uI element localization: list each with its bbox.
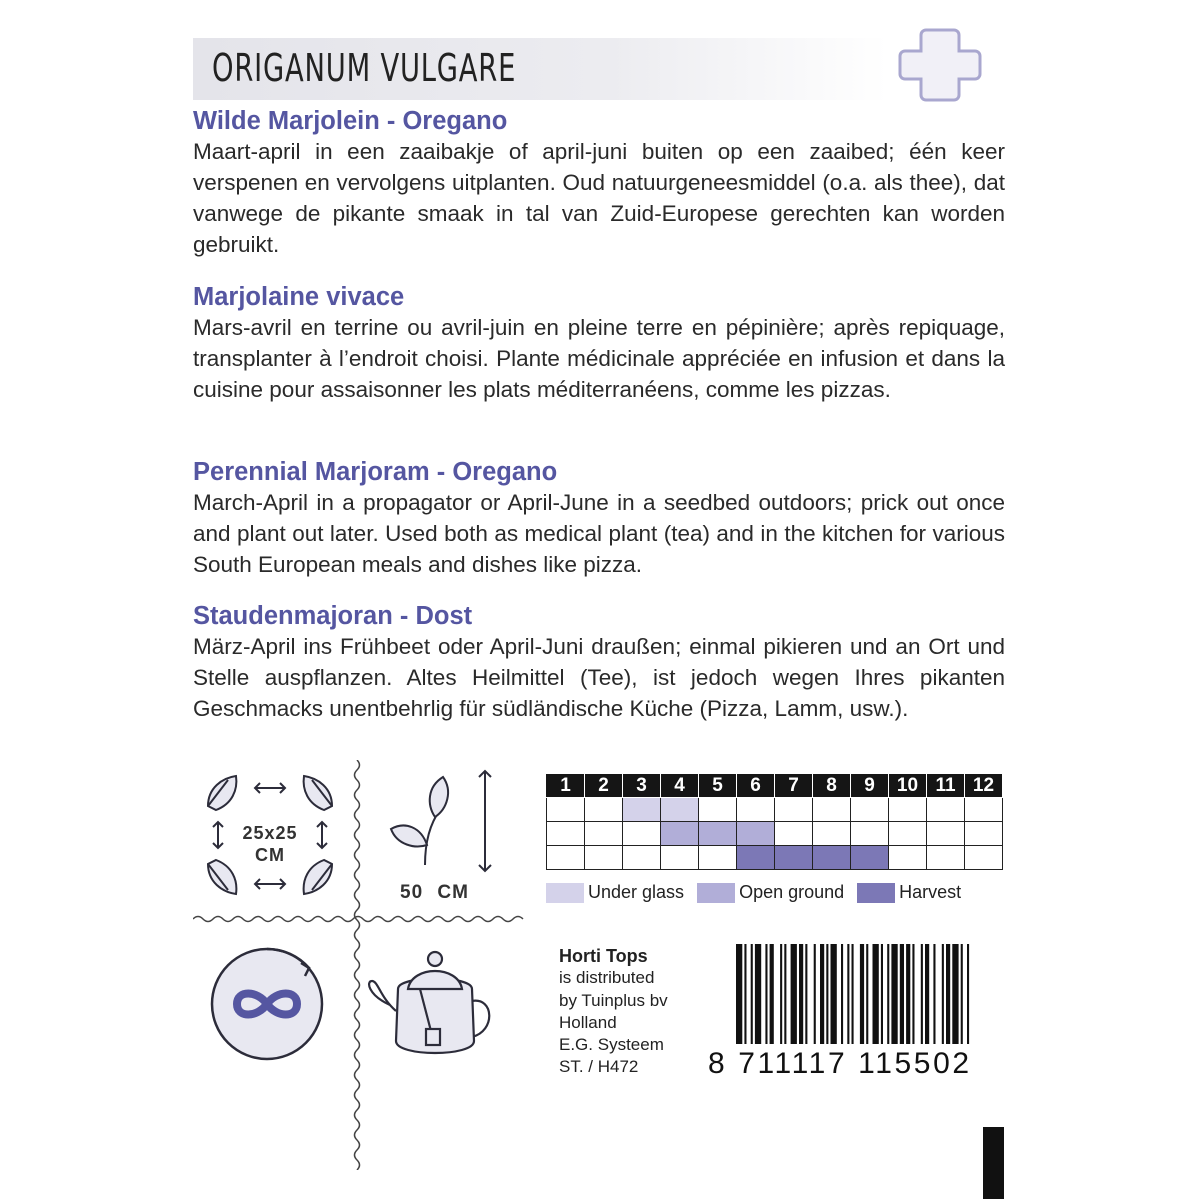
barcode-bar xyxy=(736,944,742,1044)
leaf-icon xyxy=(208,776,236,810)
calendar-cell xyxy=(623,846,661,870)
barcode-bar xyxy=(841,944,843,1044)
calendar-cell xyxy=(965,798,1003,822)
calendar-cell xyxy=(927,822,965,846)
medical-cross-icon xyxy=(895,20,985,110)
calendar-cell xyxy=(699,822,737,846)
calendar-cell xyxy=(661,822,699,846)
spacing-label xyxy=(235,822,305,866)
leaf-icon xyxy=(391,826,427,847)
month-header-2: 2 xyxy=(585,774,623,798)
section-heading: Perennial Marjoram - Oregano xyxy=(193,458,558,486)
barcode-bar xyxy=(751,944,753,1044)
barcode-bar xyxy=(791,944,797,1044)
barcode-bar xyxy=(847,944,849,1044)
barcode-bar xyxy=(826,944,828,1044)
barcode-bar xyxy=(881,944,883,1044)
calendar-cell xyxy=(547,822,585,846)
section-heading: Wilde Marjolein - Oregano xyxy=(193,107,508,135)
month-header-12: 12 xyxy=(965,774,1003,798)
barcode-bar xyxy=(805,944,807,1044)
calendar-row-under-glass xyxy=(547,798,1003,822)
legend-swatch xyxy=(857,883,895,903)
month-header-11: 11 xyxy=(927,774,965,798)
calendar-cell xyxy=(775,846,813,870)
legend-swatch xyxy=(546,883,584,903)
calendar-cell xyxy=(623,822,661,846)
calendar-cell xyxy=(737,822,775,846)
distributor-line: by Tuinplus bv xyxy=(559,990,668,1010)
legend-harvest xyxy=(857,882,961,903)
calendar-cell xyxy=(737,798,775,822)
calendar-cell xyxy=(965,822,1003,846)
section-text: März-April ins Frühbeet oder April-Juni draußen; einmal pikieren und an Ort und Stelle auspflanzen. Altes Heilmittel (Tee), ist jedoch wegen Ihres pikanten Geschmacks unentbehrlig für südländische Küche (Pizza, Lamm, usw.). xyxy=(193,634,1005,721)
leaf-icon xyxy=(208,860,236,894)
calendar-cell xyxy=(851,822,889,846)
calendar-legend xyxy=(546,882,969,908)
calendar-row-open-ground xyxy=(547,822,1003,846)
barcode-bar xyxy=(770,944,774,1044)
barcode-bar xyxy=(814,944,816,1044)
barcode-bar xyxy=(925,944,929,1044)
month-header-4: 4 xyxy=(661,774,699,798)
barcode-bar xyxy=(942,944,944,1044)
distributor-line: Holland xyxy=(559,1012,617,1032)
barcode-bar xyxy=(780,944,782,1044)
section-german xyxy=(193,601,1005,724)
calendar-cell xyxy=(775,822,813,846)
teapot-icon xyxy=(362,945,502,1065)
month-header-3: 3 xyxy=(623,774,661,798)
month-header-1: 1 xyxy=(547,774,585,798)
leaf-icon xyxy=(304,860,332,894)
calendar-cell xyxy=(813,798,851,822)
calendar-cell xyxy=(547,798,585,822)
month-header-10: 10 xyxy=(889,774,927,798)
spacing-value: 25x25 xyxy=(242,823,298,843)
month-header-9: 9 xyxy=(851,774,889,798)
legend-open-ground xyxy=(697,882,844,903)
calendar-cell xyxy=(965,846,1003,870)
barcode-number: 8 711117 115502 xyxy=(708,1047,972,1080)
legend-label: Under glass xyxy=(588,882,685,902)
calendar-cell xyxy=(661,846,699,870)
barcode-bar xyxy=(891,944,897,1044)
barcode-bar xyxy=(799,944,803,1044)
calendar-cell xyxy=(699,846,737,870)
distributor-line: E.G. Systeem xyxy=(559,1035,664,1055)
vertical-arrow-icon xyxy=(479,771,491,871)
calendar-cell xyxy=(813,846,851,870)
legend-label: Harvest xyxy=(899,882,962,902)
calendar-cell xyxy=(737,846,775,870)
month-header-5: 5 xyxy=(699,774,737,798)
calendar-cell xyxy=(889,798,927,822)
leaf-icon xyxy=(304,776,332,810)
barcode-bar xyxy=(784,944,786,1044)
calendar-cell xyxy=(851,846,889,870)
month-header-7: 7 xyxy=(775,774,813,798)
barcode-bar xyxy=(866,944,868,1044)
calendar-cell xyxy=(927,846,965,870)
barcode-bar xyxy=(744,944,746,1044)
infinity-cycle-icon xyxy=(205,940,330,1065)
barcode-bar xyxy=(755,944,761,1044)
calendar-cell xyxy=(851,798,889,822)
calendar-cell xyxy=(547,846,585,870)
barcode-bar xyxy=(912,944,914,1044)
barcode-bar xyxy=(852,944,854,1044)
section-dutch xyxy=(193,106,1005,260)
barcode-bar xyxy=(831,944,837,1044)
barcode-bar xyxy=(952,944,958,1044)
barcode-bar xyxy=(820,944,824,1044)
brand-name: Horti Tops xyxy=(559,946,648,966)
calendar-cell xyxy=(813,822,851,846)
barcode-bar xyxy=(887,944,889,1044)
calendar-cell xyxy=(585,846,623,870)
sowing-calendar xyxy=(546,773,1003,870)
plant-height-icon xyxy=(385,765,505,875)
barcode-bar xyxy=(961,944,963,1044)
legend-label: Open ground xyxy=(739,882,845,902)
spacing-unit: CM xyxy=(255,845,285,865)
calendar-cell xyxy=(889,822,927,846)
section-text: Mars-avril en terrine ou avril-juin en pleine terre en pépinière; après repiquage, transplanter à l’endroit choisi. Plante médicinale appréciée en infusion et dans la cuisine pour assaisonner les plats méditerranéens, comme les pizzas. xyxy=(193,315,1005,402)
section-heading: Marjolaine vivace xyxy=(193,283,405,311)
barcode-bar xyxy=(873,944,879,1044)
legend-swatch xyxy=(697,883,735,903)
barcode-bar xyxy=(933,944,935,1044)
calendar-cell xyxy=(775,798,813,822)
distributor-line: ST. / H472 xyxy=(559,1057,639,1077)
calendar-cell xyxy=(623,798,661,822)
calendar-month-row xyxy=(547,774,1003,798)
vertical-arrow-icon xyxy=(213,822,223,848)
distributor-line: is distributed xyxy=(559,968,655,988)
barcode xyxy=(700,944,1000,1044)
cut-mark xyxy=(983,1127,1004,1199)
barcode-bar xyxy=(860,944,864,1044)
barcode-bar xyxy=(900,944,904,1044)
month-header-8: 8 xyxy=(813,774,851,798)
calendar-cell xyxy=(661,798,699,822)
section-heading: Staudenmajoran - Dost xyxy=(193,602,473,630)
calendar-row-harvest xyxy=(547,846,1003,870)
latin-name: ORIGANUM VULGARE xyxy=(212,46,517,90)
distributor-info xyxy=(559,945,668,1079)
month-header-6: 6 xyxy=(737,774,775,798)
calendar-cell xyxy=(585,822,623,846)
barcode-bar xyxy=(921,944,923,1044)
section-text: Maart-april in een zaaibakje of april-juni buiten op een zaaibed; één keer verspenen en vervolgens uitplanten. Oud natuurgeneesmiddel (o.a. als thee), dat vanwege de pikante smaak in tal van Zuid-Europese gerechten kan worden gebruikt. xyxy=(193,139,1005,257)
section-text: March-April in a propagator or April-June in a seedbed outdoors; prick out once and plant out later. Used both as medical plant (tea) and in the kitchen for various South European meals and dishes like pizza. xyxy=(193,490,1005,577)
height-label: 50 CM xyxy=(400,882,469,903)
vertical-arrow-icon xyxy=(317,822,327,848)
calendar-cell xyxy=(699,798,737,822)
calendar-cell xyxy=(889,846,927,870)
section-english xyxy=(193,457,1005,580)
section-french xyxy=(193,282,1005,405)
horizontal-arrow-icon xyxy=(255,879,285,889)
barcode-bar xyxy=(967,944,969,1044)
calendar-cell xyxy=(585,798,623,822)
barcode-bar xyxy=(765,944,767,1044)
barcode-bar xyxy=(946,944,950,1044)
calendar-cell xyxy=(927,798,965,822)
horizontal-arrow-icon xyxy=(255,783,285,793)
horizontal-divider xyxy=(193,912,525,926)
barcode-bar xyxy=(906,944,910,1044)
legend-under-glass xyxy=(546,882,684,903)
leaf-icon xyxy=(430,777,448,817)
